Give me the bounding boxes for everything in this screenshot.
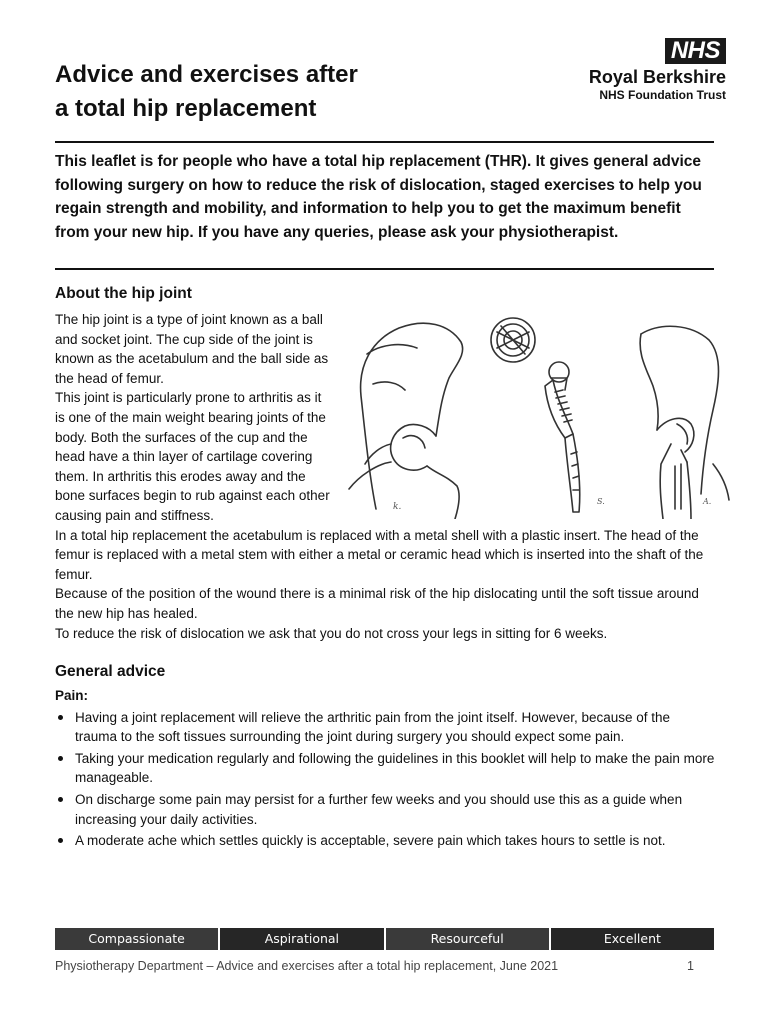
nhs-logo-mark: NHS: [665, 38, 726, 64]
list-item: On discharge some pain may persist for a further few weeks and you should use this as a guide when increasing your daily activities.: [55, 790, 715, 829]
about-paragraph-5: To reduce the risk of dislocation we ask that you do not cross your legs in sitting for 6 weeks.: [55, 625, 608, 641]
hip-anatomy-illustration: [341, 314, 731, 519]
general-advice-heading: General advice: [55, 663, 166, 681]
about-paragraph-4: Because of the position of the wound there is a minimal risk of the hip dislocating until the soft tissue around the new hip has healed.: [55, 586, 699, 621]
trust-values-bar: [55, 928, 714, 950]
value-resourceful: Resourceful: [386, 928, 549, 950]
page-number: 1: [687, 959, 694, 973]
trust-name: Royal Berkshire: [588, 67, 726, 87]
value-aspirational: Aspirational: [220, 928, 383, 950]
value-excellent: Excellent: [551, 928, 714, 950]
about-paragraph-1: The hip joint is a type of joint known as a ball and socket joint. The cup side of the joint is known as the acetabulum and the ball side as the head of femur.: [55, 312, 329, 386]
svg-text:S.: S.: [597, 497, 605, 506]
value-compassionate: Compassionate: [55, 928, 218, 950]
divider-intro: [55, 268, 714, 270]
page-footer: [55, 958, 714, 974]
main-content: [55, 284, 715, 853]
about-heading: About the hip joint: [55, 285, 192, 302]
divider-top: [55, 141, 714, 143]
title-line-1: Advice and exercises after: [55, 61, 358, 88]
svg-text:A.: A.: [703, 497, 712, 506]
list-item: A moderate ache which settles quickly is acceptable, severe pain which takes hours to settle is not.: [55, 831, 715, 851]
pain-subheading: Pain:: [55, 688, 89, 704]
trust-subtitle: NHS Foundation Trust: [599, 88, 726, 102]
about-paragraph-2: This joint is particularly prone to arthritis as it is one of the main weight bearing joints of the body. Both the surfaces of the cup and the head have a thin layer of cartilage covering them. In arthritis this erodes away and the bone surfaces begin to rub against each other causing pain and stiffness.: [55, 390, 330, 523]
page-title: [55, 58, 495, 126]
about-paragraph-3: In a total hip replacement the acetabulum is replaced with a metal shell with a plastic insert. The head of the femur is replaced with a metal stem with either a metal or ceramic head which is inserted into the shaft of the femur.: [55, 527, 704, 582]
intro-summary: This leaflet is for people who have a total hip replacement (THR). It gives general advice following surgery on how to reduce the risk of dislocation, staged exercises to help you regain strength and mobility, and information to help you to get the maximum benefit from your new hip. If you have any queries, please ask your physiotherapist.: [55, 153, 702, 241]
svg-text:k.: k.: [393, 502, 402, 512]
pain-bullet-list: [55, 708, 715, 851]
list-item: Taking your medication regularly and following the guidelines in this booklet will help to make the pain more manageable.: [55, 749, 715, 788]
list-item: Having a joint replacement will relieve the arthritic pain from the joint itself. However, because of the trauma to the soft tissues surrounding the joint during surgery you should expect some pain.: [55, 708, 715, 747]
footer-text: Physiotherapy Department – Advice and exercises after a total hip replacement, June 2021: [55, 959, 559, 973]
title-line-2: a total hip replacement: [55, 95, 317, 122]
nhs-trust-logo: [589, 38, 726, 102]
